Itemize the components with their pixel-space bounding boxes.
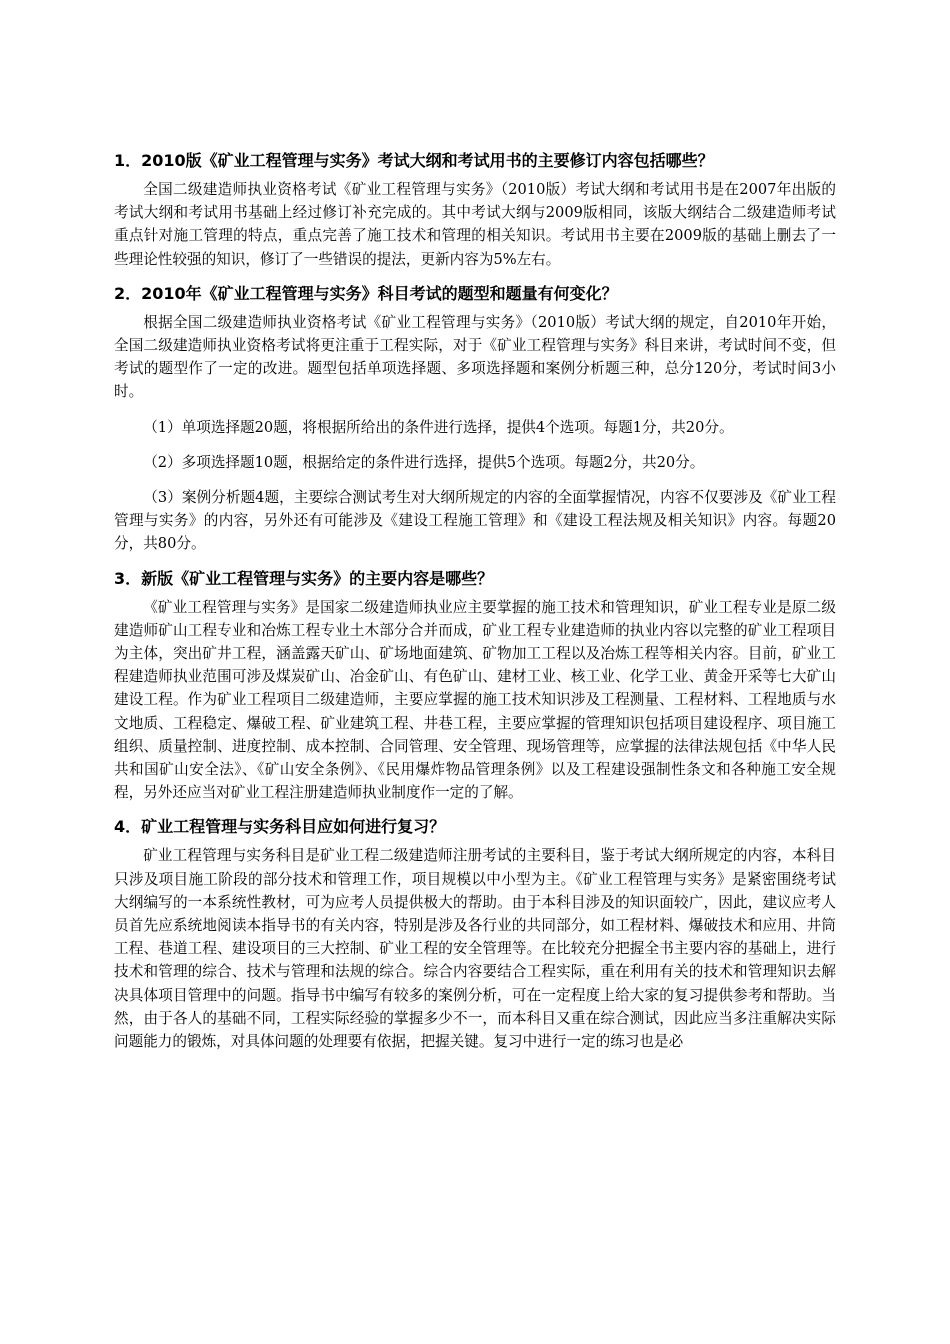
section-4 [114, 814, 836, 1053]
list-item: （3）案例分析题4题，主要综合测试考生对大纲所规定的内容的全面掌握情况，内容不仅要涉及《矿业工程管理与实务》的内容，另外还有可能涉及《建设工程施工管理》和《建设工程法规及相关知识》内容。每题20分，共80分。 [114, 489, 836, 553]
section-heading: 4．矿业工程管理与实务科目应如何进行复习？ [114, 817, 446, 837]
paragraph: 矿业工程管理与实务科目是矿业工程二级建造师注册考试的主要科目，鉴于考试大纲所规定的内容，本科目只涉及项目施工阶段的部分技术和管理工作，项目规模以中小型为主。《矿业工程管理与实务》是紧密围绕考试大纲编写的一本系统性教材，可为应考人员提供极大的帮助。由于本科目涉及的知识面较广，因此，建议应考人员首先应系统地阅读本指导书的有关内容，特别是涉及各行业的共同部分，如工程材料、爆破技术和应用、井筒工程、巷道工程、建设项目的三大控制、矿业工程的安全管理等。在比较充分把握全书主要内容的基础上，进行技术和管理的综合、技术与管理和法规的综合。综合内容要结合工程实际，重在利用有关的技术和管理知识去解决具体项目管理中的问题。指导书中编写有较多的案例分析，可在一定程度上给大家的复习提供参考和帮助。当然，由于各人的基础不同，工程实际经验的掌握多少不一，而本科目又重在综合测试，因此应当多注重解决实际问题能力的锻炼，对具体问题的处理要有依据，把握关键。复习中进行一定的练习也是必 [114, 847, 836, 1051]
list-item: （2）多项选择题10题，根据给定的条件进行选择，提供5个选项。每题2分，共20分。 [143, 453, 705, 471]
section-3 [114, 566, 836, 805]
section-2 [114, 281, 836, 556]
section-heading: 1．2010版《矿业工程管理与实务》考试大纲和考试用书的主要修订内容包括哪些？ [114, 151, 714, 170]
paragraph: 根据全国二级建造师执业资格考试《矿业工程管理与实务》（2010版）考试大纲的规定，自2010年开始，全国二级建造师执业资格考试将更注重于工程实际，对于《矿业工程管理与实务》科目来讲，考试时间不变，但考试的题型作了一定的改进。题型包括单项选择题、多项选择题和案例分析题三种，总分120分，考试时间3小时。 [114, 313, 836, 401]
paragraph: 全国二级建造师执业资格考试《矿业工程管理与实务》（2010版）考试大纲和考试用书是在2007年出版的考试大纲和考试用书基础上经过修订补充完成的。其中考试大纲与2009版相同，该版大纲结合二级建造师考试重点针对施工管理的特点，重点完善了施工技术和管理的相关知识。考试用书主要在2009版的基础上删去了一些理论性较强的知识，修订了一些错误的提法，更新内容为5%左右。 [114, 181, 836, 268]
document-page [114, 148, 836, 1063]
section-heading: 2．2010年《矿业工程管理与实务》科目考试的题型和题量有何变化？ [114, 283, 618, 303]
list-item: （1）单项选择题20题，将根据所给出的条件进行选择，提供4个选项。每题1分，共20分。 [143, 418, 734, 436]
section-heading: 3．新版《矿业工程管理与实务》的主要内容是哪些？ [114, 568, 494, 588]
section-1 [114, 148, 836, 271]
paragraph: 《矿业工程管理与实务》是国家二级建造师执业应主要掌握的施工技术和管理知识，矿业工程专业是原二级建造师矿山工程专业和冶炼工程专业土木部分合并而成，矿业工程专业建造师的执业内容以完整的矿业工程项目为主体，突出矿井工程，涵盖露天矿山、矿场地面建筑、矿物加工工程以及冶炼工程等相关内容。目前，矿业工程建造师执业范围可涉及煤炭矿山、冶金矿山、有色矿山、建材工业、核工业、化学工业、黄金开采等七大矿山建设工程。作为矿业工程项目二级建造师，主要应掌握的施工技术知识涉及工程测量、工程材料、工程地质与水文地质、工程稳定、爆破工程、矿业建筑工程、井巷工程，主要应掌握的管理知识包括项目建设程序、项目施工组织、质量控制、进度控制、成本控制、合同管理、安全管理、现场管理等，应掌握的法律法规包括《中华人民共和国矿山安全法》、《矿山安全条例》、《民用爆炸物品管理条例》以及工程建设强制性条文和各种施工安全规程，另外还应当对矿业工程注册建造师执业制度作一定的了解。 [114, 598, 836, 802]
